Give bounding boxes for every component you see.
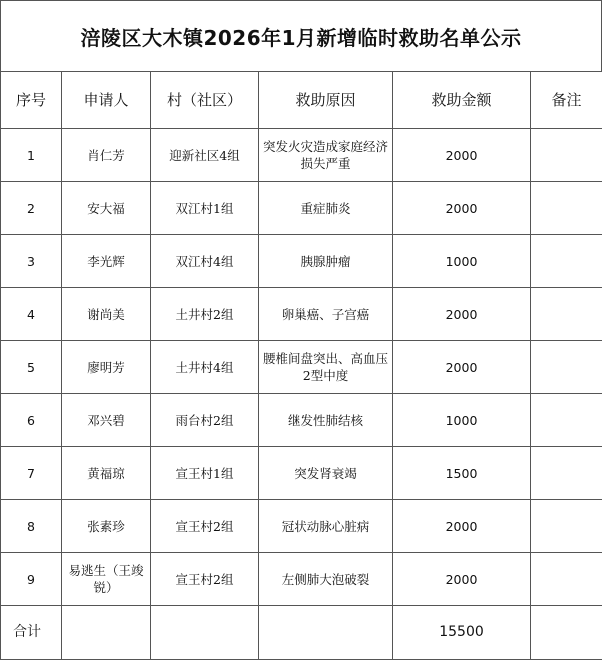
total-amount: 15500: [393, 606, 531, 660]
cell-note: [531, 288, 602, 341]
table-row: [1, 129, 602, 182]
cell-amount: 1500: [393, 447, 531, 500]
cell-applicant: 邓兴碧: [62, 394, 151, 447]
cell-amount: 2000: [393, 288, 531, 341]
cell-amount: 2000: [393, 341, 531, 394]
cell-village: 双江村1组: [151, 182, 259, 235]
cell-seq: 2: [1, 182, 62, 235]
table-row: [1, 235, 602, 288]
cell-reason: 腰椎间盘突出、高血压2型中度: [259, 341, 393, 394]
cell-village: 双江村4组: [151, 235, 259, 288]
cell-seq: 7: [1, 447, 62, 500]
cell-applicant: 谢尚美: [62, 288, 151, 341]
page-title: 涪陵区大木镇2026年1月新增临时救助名单公示: [80, 22, 521, 51]
cell-applicant: 张素珍: [62, 500, 151, 553]
cell-applicant: 易逃生（王竣锐）: [62, 553, 151, 606]
header-village: 村（社区）: [151, 72, 259, 129]
total-empty-cell: [151, 606, 259, 660]
cell-seq: 5: [1, 341, 62, 394]
total-row: [1, 606, 602, 660]
cell-reason: 胰腺肿瘤: [259, 235, 393, 288]
cell-amount: 2000: [393, 129, 531, 182]
cell-note: [531, 182, 602, 235]
title-bar: [0, 0, 602, 71]
table-row: [1, 553, 602, 606]
total-empty-cell: [531, 606, 602, 660]
cell-amount: 2000: [393, 500, 531, 553]
table-row: [1, 447, 602, 500]
cell-reason: 冠状动脉心脏病: [259, 500, 393, 553]
cell-reason: 突发肾衰竭: [259, 447, 393, 500]
cell-seq: 8: [1, 500, 62, 553]
table-row: [1, 288, 602, 341]
cell-applicant: 廖明芳: [62, 341, 151, 394]
cell-note: [531, 235, 602, 288]
cell-applicant: 肖仁芳: [62, 129, 151, 182]
table-row: [1, 394, 602, 447]
cell-note: [531, 500, 602, 553]
table-row: [1, 341, 602, 394]
table-row: [1, 182, 602, 235]
cell-seq: 4: [1, 288, 62, 341]
cell-reason: 左侧肺大泡破裂: [259, 553, 393, 606]
cell-village: 土井村2组: [151, 288, 259, 341]
cell-note: [531, 341, 602, 394]
cell-amount: 2000: [393, 553, 531, 606]
header-amount: 救助金额: [393, 72, 531, 129]
cell-applicant: 李光辉: [62, 235, 151, 288]
cell-village: 雨台村2组: [151, 394, 259, 447]
cell-amount: 1000: [393, 394, 531, 447]
table-row: [1, 500, 602, 553]
cell-seq: 1: [1, 129, 62, 182]
header-applicant: 申请人: [62, 72, 151, 129]
cell-note: [531, 553, 602, 606]
cell-note: [531, 129, 602, 182]
header-row: [1, 72, 602, 129]
cell-seq: 3: [1, 235, 62, 288]
cell-reason: 卵巢癌、子宫癌: [259, 288, 393, 341]
cell-applicant: 黄福琼: [62, 447, 151, 500]
relief-table: [0, 71, 602, 660]
cell-village: 迎新社区4组: [151, 129, 259, 182]
cell-seq: 6: [1, 394, 62, 447]
cell-seq: 9: [1, 553, 62, 606]
cell-village: 宣王村1组: [151, 447, 259, 500]
header-note: 备注: [531, 72, 602, 129]
total-label: 合计: [1, 606, 62, 660]
total-empty-cell: [259, 606, 393, 660]
cell-reason: 重症肺炎: [259, 182, 393, 235]
cell-village: 宣王村2组: [151, 553, 259, 606]
cell-village: 土井村4组: [151, 341, 259, 394]
cell-reason: 突发火灾造成家庭经济损失严重: [259, 129, 393, 182]
cell-reason: 继发性肺结核: [259, 394, 393, 447]
cell-note: [531, 394, 602, 447]
header-reason: 救助原因: [259, 72, 393, 129]
cell-applicant: 安大福: [62, 182, 151, 235]
cell-amount: 2000: [393, 182, 531, 235]
cell-village: 宣王村2组: [151, 500, 259, 553]
cell-note: [531, 447, 602, 500]
total-empty-cell: [62, 606, 151, 660]
cell-amount: 1000: [393, 235, 531, 288]
header-seq: 序号: [1, 72, 62, 129]
